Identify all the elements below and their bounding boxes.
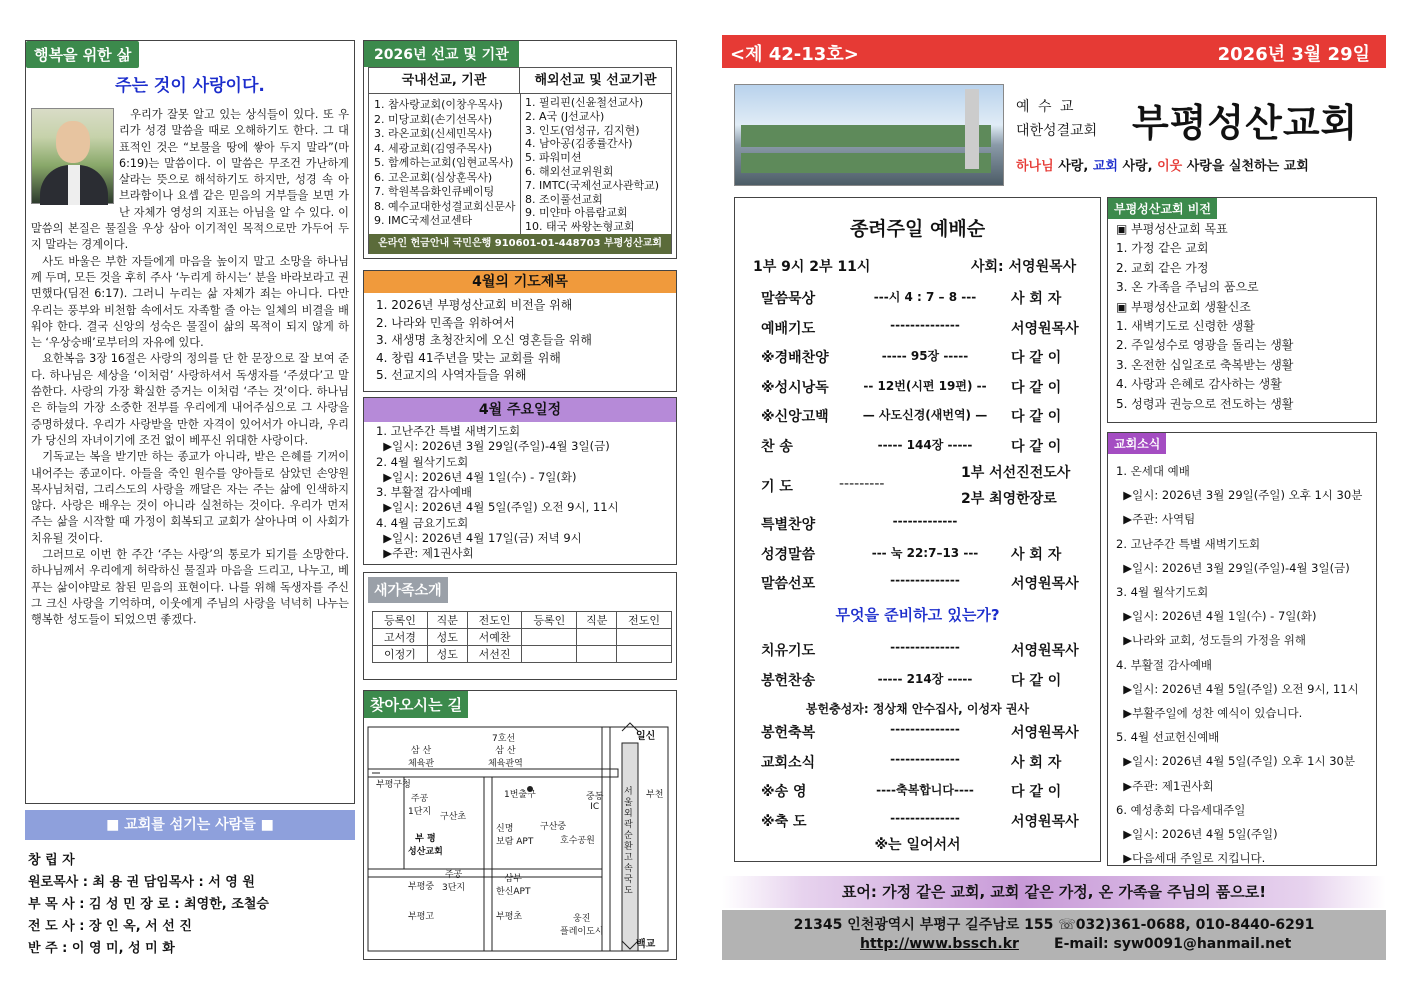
vision-title: 부평성산교회 비전 [1108,198,1217,219]
news-item: 5. 4월 선교헌신예배 [1116,730,1220,745]
vision-list [1116,220,1293,414]
prayer-item: 3. 새생명 초청잔치에 오신 영혼들을 위해 [376,333,592,347]
overseas-mission-item: 9. 미얀마 아름람교회 [525,206,628,220]
order-item-leader: 다 같 이 [1011,409,1062,425]
table-cell [522,646,577,663]
order-item-leader: 다 같 이 [1011,438,1062,455]
overseas-mission-item: 8. 조이풀선교회 [525,192,603,206]
map-label-samboo: 삼부 한신APT [496,874,531,897]
domestic-list [374,98,519,229]
map-label-highway: 서울외곽순환고속국도 [624,787,633,896]
news-item: ▶일시: 2026년 3월 29일(주일) 오후 1시 30분 [1116,488,1363,503]
order-item-label: ※송 영 [761,784,807,800]
news-item: ▶일시: 2026년 4월 5일(주일) [1116,827,1278,842]
offering-note: 봉헌충성자: 정상채 안수집사, 이성자 권사 [805,702,1030,716]
news-item: ▶일시: 2026년 4월 1일(수) - 7일(화) [1116,609,1317,624]
order-item-label: 교회소식 [761,754,816,771]
news-item: 2. 고난주간 특별 새벽기도회 [1116,536,1261,551]
order-item-leader: 다 같 이 [1011,379,1062,396]
mission-title: 2026년 선교 및 기관 [364,41,519,67]
order-item-leader: 서영원목사 [1011,643,1079,659]
overseas-mission-item: 10. 태국 싸왕논형교회 [525,220,635,234]
news-item: ▶나라와 교회, 성도들의 가정을 위해 [1116,633,1306,648]
order-item-detail: -------------- [890,573,960,587]
header-bar [722,35,1386,68]
servant-line: 부 목 사 : 김 성 민 장 로 : 최영한, 조철승 [28,897,269,912]
schedule-item: ▶일시: 2026년 4월 1일(수) - 7일(화) [376,469,577,484]
worship-order-title: 종려주일 예배순 [849,218,986,240]
domestic-mission-item: 8. 예수교대한성결교회신문사 [374,199,516,213]
table-cell: 성도 [427,629,467,646]
overseas-mission-item: 6. 해외선교위원회 [525,164,614,178]
table-cell: 서예찬 [467,629,522,646]
vision-item: 5. 성령과 권능으로 전도하는 생활 [1116,396,1294,411]
order-item-detail: ------------- [892,514,958,528]
order-item-detail: -------------- [890,751,960,766]
servant-line: 반 주 : 이 영 미, 성 미 화 [28,941,175,956]
table-row [373,629,672,646]
map-label-church: 부 평 성산교회 [408,834,443,857]
vision-item: 2. 주일성수로 영광을 돌리는 생활 [1116,338,1294,353]
map-label-bp-mid: 부평중 [408,882,435,892]
order-item-right: 1부 서선진전도사 [961,465,1071,481]
schedule-item: 1. 고난주간 특별 새벽기도회 [376,424,521,438]
overseas-mission-item: 1. 필리핀(신윤철선교사) [525,96,644,109]
order-item-detail: ----- 144장 ----- [877,437,973,452]
order-item-leader: 사 회 자 [1011,291,1062,307]
map-label-gusan-mid: 구산중 [540,822,567,832]
table-cell: 서선진 [467,646,522,663]
map-label-bp-high: 부평고 [408,912,435,922]
order-item-detail: -------------- [890,317,960,332]
order-item-label: ※축 도 [761,813,807,830]
order-item-label: 성경말씀 [761,546,816,563]
prayer-box [363,270,677,392]
order-item-leader: 서영원목사 [1011,725,1079,741]
essay-paragraph: 그러므로 이번 한 주간 ‘주는 사랑’의 통로가 되기를 소망한다. 하나님께서 우리에게 허락하신 물질과 마음을 드리고, 나누고, 베푸는 삶이야말로 참된 믿음의 표현이다. 나를 위해 독생자를 주신 그 크신 사랑을 기억하며, 이웃에게 주님의 사랑을 넉넉히 나누는 행복한 성도들이 되었으면 좋겠다. [31,548,349,627]
church-website-link[interactable]: http://www.bssch.kr [860,936,1019,952]
essay-title: 주는 것이 사랑이다. [115,76,265,96]
news-item: ▶일시: 2026년 4월 5일(주일) 오전 9시, 11시 [1116,681,1359,696]
schedule-item: ▶일시: 2026년 4월 17일(금) 저녁 9시 [376,531,582,546]
denomination-bottom: 대한성결교회 [1016,123,1098,139]
order-item-label: 치유기도 [761,643,816,659]
map-label-line7: 7호선 [492,734,516,744]
order-item-label: ※신앙고백 [761,409,829,425]
table-cell [522,629,577,646]
schedule-item: 3. 부활절 감사예배 [376,485,473,500]
table-cell [577,646,617,663]
order-item-label: 말씀선포 [761,576,816,592]
order-item-detail: ----- 95장 ----- [881,349,969,363]
table-cell [577,629,617,646]
vision-item: 4. 사랑과 은혜로 감사하는 생활 [1116,377,1282,392]
overseas-mission-item: 2. A국 (J선교사) [525,109,605,123]
prayer-list [376,297,592,385]
newfamily-box [363,572,677,680]
directions-title: 찾아오시는 길 [364,691,468,718]
mission-table [368,67,672,254]
church-building-photo [734,84,1004,186]
order-item-leader: 다 같 이 [1011,784,1062,800]
order-item-label: 봉헌찬송 [761,672,816,689]
service-times: 1부 9시 2부 11시 [753,259,871,275]
order-item-label: 말씀묵상 [761,291,816,307]
table-row [373,646,672,663]
order-item-label: 기 도 [761,479,793,495]
vision-item: 2. 교회 같은 가정 [1116,260,1209,275]
order-item-leader: 서영원목사 [1011,576,1079,592]
order-item-label: ※성시낭독 [761,379,829,396]
map-label-lake-park: 호수공원 [560,836,595,846]
church-address: 21345 인천광역시 부평구 길주남로 155 ☏032)361-0688, 010-8440-6291 [793,917,1315,933]
order-item-detail: ----- 214장 ----- [877,671,973,686]
domestic-mission-item: 5. 함께하는교회(임현교목사) [374,156,514,169]
table-header: 전도인 [467,612,522,629]
news-item: 4. 부활절 감사예배 [1116,657,1213,672]
domestic-mission-item: 3. 라온교회(신세민목사) [374,127,493,140]
map-label-jugong1: 주공 1단지 [408,794,432,817]
news-item: 1. 온세대 예배 [1116,464,1190,478]
news-item: ▶다음세대 주일로 지킵니다. [1116,851,1266,866]
table-header: 등록인 [373,612,428,629]
overseas-mission-item: 3. 인도(엄성규, 김지현) [525,123,640,137]
map-label-gym: 삼 산 체육관 [408,746,435,769]
order-item-detail: -- 12번(시편 19편) -- [863,378,987,393]
essay-paragraph: 기독교는 복을 받기만 하는 종교가 아니라, 받은 은혜를 기꺼이 내어주는 종교이다. 아들을 죽인 원수를 양아들로 삼았던 손양원 목사님처럼, 그리스도의 사랑을 깨달은 자는 주는 삶에 인색하지 않다. 사랑은 배우는 것이 아니라 실천하는 것이다. 우리가 먼저 주는 삶을 시작할 때 가정이 회복되고 교회가 살아나며 이 사회가 치유될 것이다. [31,450,349,545]
domestic-header: 국내선교, 기관 [369,68,520,94]
vision-item: 3. 온 가족을 주님의 품으로 [1116,280,1259,295]
sermon-title: 무엇을 준비하고 있는가? [835,606,1000,624]
overseas-list [525,96,670,234]
servant-line: 전 도 사 : 장 인 옥, 서 선 진 [28,919,192,934]
newfamily-title: 새가족소개 [368,577,448,603]
overseas-mission-item: 4. 남아공(김종률간사) [525,137,633,151]
servants-title: ■ 교회를 섬기는 사람들 ■ [25,810,355,840]
church-name: 부평성산교회 [1132,101,1359,145]
overseas-mission-item: 7. IMTC(국제선교사관학교) [525,178,660,192]
news-item: ▶주관: 제1권사회 [1116,778,1214,793]
schedule-title: 4월 주요일정 [364,398,676,422]
worship-order-box [734,197,1101,862]
news-title: 교회소식 [1108,433,1166,454]
domestic-mission-item: 1. 참사랑교회(이창우목사) [374,98,503,111]
news-item: 3. 4월 월삭기도회 [1116,585,1209,600]
denomination-top: 예 수 교 [1016,99,1076,115]
servant-line: 창 립 자 [28,853,75,868]
order-item-leader: 다 같 이 [1011,350,1062,366]
schedule-item: ▶일시: 2026년 3월 29일(주일)-4월 3일(금) [376,439,610,454]
standing-note: ※는 일어서서 [874,837,961,853]
table-header: 등록인 [522,612,577,629]
order-item-detail: --- 눅 22:7–13 --- [871,545,979,560]
domestic-mission-item: 6. 고은교회(심상훈목사) [374,170,493,184]
news-box [1107,432,1377,866]
table-cell: 고서경 [373,629,428,646]
essay-paragraph: 요한복음 3장 16절은 사랑의 정의를 단 한 문장으로 잘 보여 준다. 하나님은 세상을 ‘이처럼’ 사랑하셔서 독생자를 ‘주셨다’고 말씀한다. 사랑의 가장 확실한 증거는 이처럼 ‘주는 것’이다. 하나님은 하늘의 가장 소중한 전부를 우리에게 내어주심으로 그 사랑을 증명하셨다. 우리가 사랑받을 만한 자격이 있어서가 아니라, 우리가 당신의 자녀이기에 조건 없이 베푸신 위대한 사랑이다. [31,352,349,447]
news-item: 6. 예성총회 다음세대주일 [1116,802,1246,817]
prayer-item: 5. 선교지의 사역자들을 위해 [376,368,527,382]
essay-paragraph: 사도 바울은 부한 자들에게 마음을 높이지 말고 소망을 하나님께 두며, 모든 것을 후히 주사 ‘누리게 하시는’ 분을 바라보라고 권면했다(딤전 6:17). 그러니 누리는 삶 자체가 죄는 아니다. 다만 우리는 풍부와 비천함 속에서도 자족할 줄 아는 일체의 비결을 배워야 한다. 결국 신앙의 성숙은 물질이 삶의 목적이 되지 않게 하는 ‘우상숭배’로부터의 자유에 있다. [31,254,349,350]
map-label-bp-elem: 부평초 [496,912,523,922]
table-cell [617,629,672,646]
vision-box [1107,197,1377,423]
order-item-detail: — 사도신경(새번역) — [862,408,988,422]
order-item-label: 찬 송 [761,438,793,455]
order-item-label: ※경배찬양 [761,350,829,366]
map-label-gym-station: 삼 산 체육관역 [488,746,523,769]
essay-paragraph: 우리가 잘못 알고 있는 상식들이 있다. 또 우리가 성경 말씀을 때로 오해하기도 한다. 그 대표적인 것은 “보물을 땅에 쌓아 두지 말라”(마 6:19)는 말씀이다. 이 말씀은 무조건 가난하게 살라는 뜻으로 해석하기도 하지만, 성경 속 아브라함이나 요셉 같은 믿음의 거부들을 보면 가난 자체가 영성의 지표는 아님을 알 수 있다. 이 말씀의 본질은 물질을 우상 삼아 이기적인 목적으로만 가두어 두지 말라는 경계이다. [31,108,349,252]
order-item-leader: --------- [839,476,885,492]
prayer-title: 4월의 기도제목 [364,271,676,293]
table-header: 직분 [577,612,617,629]
news-item: ▶부활주일에 성찬 예식이 있습니다. [1116,706,1303,721]
schedule-item: 4. 4월 금요기도회 [376,515,469,530]
order-item-right: 2부 최영한장로 [961,491,1057,507]
prayer-item: 2. 나라와 민족을 위하여서 [376,315,515,330]
church-motto: 하나님 사랑, 교회 사랑, 이웃 사랑을 실천하는 교회 [1016,159,1309,174]
service-leader: 사회: 서영원목사 [971,259,1077,275]
vision-item: 1. 가정 같은 교회 [1116,241,1209,256]
map-label-city-hall: 부평구청 [376,780,411,790]
order-item-leader: 서영원목사 [1011,320,1079,337]
map-label-bucheon: 부천 [646,790,664,800]
prayer-item: 4. 창립 41주년을 맞는 교회를 위해 [376,350,561,365]
schedule-item: 2. 4월 월삭기도회 [376,454,469,469]
account-info: 온라인 헌금안내 국민은행 910601-01-448703 부평성산교회 [369,234,671,254]
map-label-apt: 신명 보람 APT [496,824,534,847]
church-slogan: 표어: 가정 같은 교회, 교회 같은 가정, 온 가족을 주님의 품으로! [722,876,1386,908]
order-item-detail: ----축복합니다---- [876,783,974,797]
table-cell: 이정기 [373,646,428,663]
order-item-detail: -------------- [890,640,960,654]
news-item: ▶주관: 사역팀 [1116,512,1196,527]
order-item-leader: 사 회 자 [1011,546,1062,563]
essay-box [25,40,355,804]
map-label-ic: 중동 IC [586,792,604,812]
servant-line: 원로목사 : 최 용 권 담임목사 : 서 영 원 [28,875,255,890]
vision-item: ▣ 부평성산교회 생활신조 [1116,299,1251,314]
order-item-detail: ---시 4 : 7 – 8 --- [873,290,977,304]
table-header: 직분 [427,612,467,629]
issue-number: <제 42-13호> [730,44,859,65]
order-item-leader: 다 같 이 [1011,672,1062,689]
domestic-mission-item: 7. 학원복음화인큐베이팅 [374,185,495,198]
directions-box [363,690,677,960]
prayer-item: 1. 2026년 부평성산교회 비전을 위해 [376,298,573,312]
newfamily-table [372,611,672,663]
order-item-leader: 사 회 자 [1011,754,1062,771]
order-item-detail: -------------- [890,722,960,736]
domestic-mission-item: 2. 미당교회(손기선목사) [374,112,493,126]
news-item: ▶일시: 2026년 3월 29일(주일)-4월 3일(금) [1116,560,1350,575]
schedule-item: ▶주관: 제1권사회 [376,546,474,561]
vision-item: ▣ 부평성산교회 목표 [1116,222,1228,236]
mission-box [363,40,677,259]
overseas-mission-item: 5. 파워미션 [525,151,582,165]
map-label-south: 백교 [636,939,656,950]
footer [722,910,1386,960]
church-email[interactable]: E-mail: syw0091@hanmail.net [1054,936,1292,952]
essay-body [31,107,349,629]
issue-date: 2026년 3월 29일 [1217,44,1370,65]
order-item-label: 예배기도 [761,320,816,337]
order-item-label: 특별찬양 [761,517,816,533]
domestic-mission-item: 4. 세광교회(김영주목사) [374,141,493,155]
table-header: 전도인 [617,612,672,629]
vision-item: 1. 새벽기도로 신령한 생활 [1116,319,1255,334]
order-item-leader: 서영원목사 [1011,813,1079,830]
map-label-gusan-elem: 구산초 [440,812,467,822]
domestic-mission-item: 9. IMC국제선교센타 [374,214,473,227]
table-cell [617,646,672,663]
table-cell: 성도 [427,646,467,663]
map-label-north: 일신 [636,731,656,742]
order-item-label: 봉헌축복 [761,725,816,741]
map-label-exit1: 1번출구 [504,790,536,800]
news-list [1116,459,1362,870]
schedule-list [376,424,619,562]
schedule-item: ▶일시: 2026년 4월 5일(주일) 오전 9시, 11시 [376,500,619,515]
news-item: ▶일시: 2026년 4월 5일(주일) 오후 1시 30분 [1116,754,1355,769]
map-label-jugong3: 주공 3단지 [442,870,466,893]
vision-item: 3. 온전한 십일조로 축복받는 생활 [1116,357,1294,372]
overseas-header: 해외선교 및 선교기관 [520,68,671,94]
essay-tag: 행복을 위한 삶 [26,41,139,68]
order-item-detail: -------------- [890,810,960,825]
schedule-box [363,397,677,565]
map-label-ujin: 웅진 플레이도시 [560,914,604,937]
